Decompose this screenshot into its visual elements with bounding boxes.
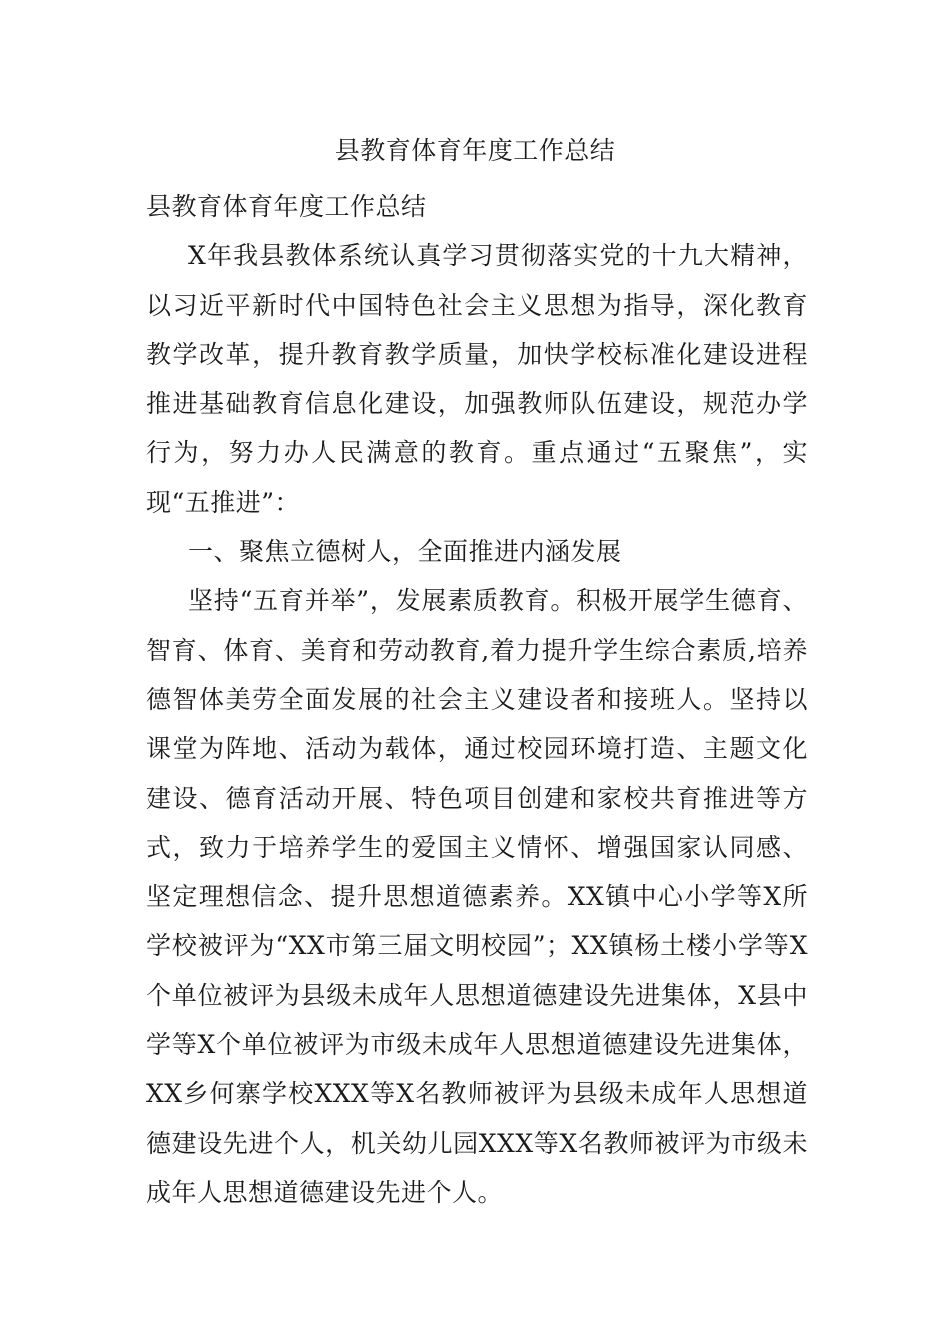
document-body [146,182,808,1217]
document-title: 县教育体育年度工作总结 [334,136,616,165]
intro-paragraph: X年我县教体系统认真学习贯彻落实党的十九大精神，以习近平新时代中国特色社会主义思想为指导，深化教育教学改革，提升教育教学质量，加快学校标准化建设进程推进基础教育信息化建设，加强教师队伍建设，规范办学行为，努力办人民满意的教育。重点通过“五聚焦”，实现“五推进”： [146,241,808,517]
subtitle-paragraph: 县教育体育年度工作总结 [146,192,427,221]
section-1-paragraph: 坚持“五育并举”，发展素质教育。积极开展学生德育、智育、体育、美育和劳动教育,着力提升学生综合素质,培养德智体美劳全面发展的社会主义建设者和接班人。坚持以课堂为阵地、活动为载体，通过校园环境打造、主题文化建设、德育活动开展、特色项目创建和家校共育推进等方式，致力于培养学生的爱国主义情怀、增强国家认同感、坚定理想信念、提升思想道德素养。XX镇中心小学等X所学校被评为“XX市第三届文明校园”；XX镇杨土楼小学等X个单位被评为县级未成年人思想道德建设先进集体，X县中学等X个单位被评为市级未成年人思想道德建设先进集体，XX乡何寨学校XXX等X名教师被评为县级未成年人思想道德建设先进个人，机关幼儿园XXX等X名教师被评为市级未成年人思想道德建设先进个人。 [146,586,808,1207]
section-heading-1: 一、聚焦立德树人，全面推进内涵发展 [188,537,622,567]
